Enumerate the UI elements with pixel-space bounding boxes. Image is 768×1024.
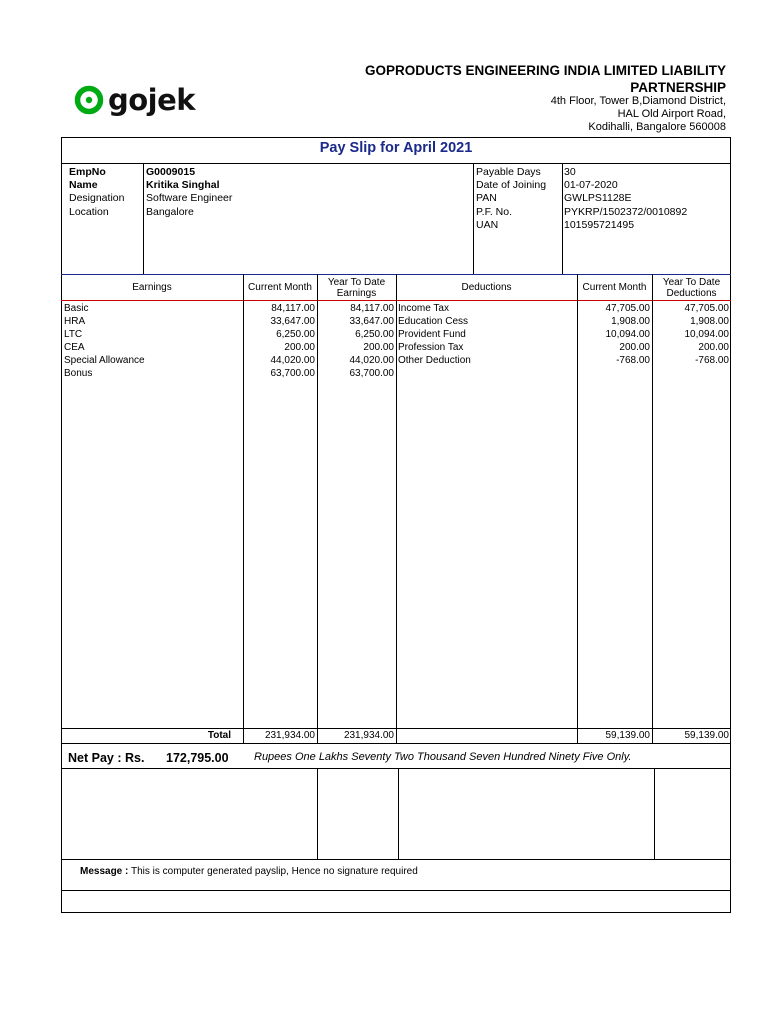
pf-value: PYKRP/1502372/0010892 — [564, 205, 688, 218]
divider — [654, 768, 655, 859]
earnings-current — [243, 302, 315, 380]
list-item: 47,705.00 — [684, 303, 729, 314]
employee-labels-right: Payable Days Date of Joining PAN P.F. No. UAN — [476, 166, 547, 231]
list-item: Special Allowance — [64, 355, 145, 366]
list-item: Provident Fund — [398, 329, 466, 340]
empno-value: G0009015 — [146, 166, 196, 178]
list-item: LTC — [64, 329, 83, 340]
divider — [61, 743, 731, 744]
list-item: 200.00 — [698, 342, 729, 353]
header-ytd-deductions: Year To Date Deductions — [662, 276, 721, 299]
list-item: 200.00 — [284, 342, 315, 353]
list-item: 33,647.00 — [349, 316, 394, 327]
list-item: Other Deduction — [398, 355, 471, 366]
divider — [473, 163, 474, 274]
message-label: Message : — [80, 866, 129, 877]
header-deductions: Deductions — [461, 282, 512, 293]
list-item: -768.00 — [695, 355, 729, 366]
net-pay-amount: 172,795.00 — [166, 751, 229, 765]
list-item: Basic — [64, 303, 89, 314]
total-earnings-ytd: 231,934.00 — [343, 730, 394, 741]
total-deductions-ytd: 59,139.00 — [684, 730, 729, 741]
logo-text: gojek — [108, 83, 196, 117]
list-item: -768.00 — [616, 355, 650, 366]
message — [80, 866, 418, 877]
deductions-ytd — [652, 302, 729, 367]
employee-labels-left: EmpNo Name Designation Location — [69, 166, 125, 218]
list-item: 6,250.00 — [276, 329, 315, 340]
list-item: 10,094.00 — [605, 329, 650, 340]
divider — [317, 768, 318, 859]
divider — [61, 859, 731, 860]
location-value: Bangalore — [146, 205, 194, 218]
list-item: 63,700.00 — [349, 368, 394, 379]
list-item: Profession Tax — [398, 342, 464, 353]
divider — [61, 163, 731, 164]
list-item: 6,250.00 — [355, 329, 394, 340]
total-label: Total — [207, 730, 231, 741]
total-earnings-current: 231,934.00 — [264, 730, 315, 741]
header-earnings: Earnings — [132, 282, 172, 293]
header-current-month: Current Month — [248, 282, 312, 293]
earnings-names — [64, 302, 240, 380]
header-current-month-ded: Current Month — [582, 282, 647, 293]
list-item: Bonus — [64, 368, 93, 379]
list-item: 84,117.00 — [271, 303, 315, 314]
list-item: HRA — [64, 316, 86, 327]
pan-value: GWLPS1128E — [564, 192, 632, 205]
divider — [562, 163, 563, 274]
list-item: Education Cess — [398, 316, 469, 327]
net-pay-words: Rupees One Lakhs Seventy Two Thousand Seven Hundred Ninety Five Only. — [254, 751, 632, 763]
list-item: 63,700.00 — [270, 368, 315, 379]
doj-value: 01-07-2020 — [564, 179, 618, 192]
divider — [61, 890, 731, 891]
list-item: Income Tax — [398, 303, 449, 314]
list-item: 200.00 — [363, 342, 394, 353]
list-item: 44,020.00 — [270, 355, 315, 366]
divider — [61, 768, 731, 769]
designation-value: Software Engineer — [146, 192, 233, 205]
list-item: 1,908.00 — [611, 316, 650, 327]
divider — [143, 163, 144, 274]
net-pay-label: Net Pay : Rs. — [68, 751, 145, 765]
header-ytd-earnings: Year To Date Earnings — [327, 276, 386, 299]
list-item: 1,908.00 — [690, 316, 729, 327]
gojek-logo-icon — [74, 85, 104, 115]
uan-value: 101595721495 — [564, 218, 635, 231]
list-item: 10,094.00 — [684, 329, 729, 340]
company-logo — [74, 82, 195, 118]
company-address: 4th Floor, Tower B,Diamond District, HAL Old Airport Road, Kodihalli, Bangalore 560008 — [550, 95, 726, 133]
payable-days-value: 30 — [564, 166, 576, 178]
earnings-ytd — [317, 302, 394, 380]
deductions-current — [577, 302, 650, 367]
company-name: GOPRODUCTS ENGINEERING INDIA LIMITED LIABILITY PARTNERSHIP — [364, 63, 726, 95]
list-item: 33,647.00 — [270, 316, 315, 327]
employee-values-left — [146, 166, 232, 219]
total-deductions-current: 59,139.00 — [605, 730, 650, 741]
divider — [396, 274, 397, 744]
divider — [398, 768, 399, 859]
name-value: Kritika Singhal — [146, 179, 220, 192]
payslip-title: Pay Slip for April 2021 — [319, 140, 473, 156]
message-text: This is computer generated payslip, Hence no signature required — [130, 866, 418, 877]
list-item: 200.00 — [619, 342, 650, 353]
list-item: 84,117.00 — [350, 303, 394, 314]
deductions-names — [398, 302, 574, 367]
list-item: CEA — [64, 342, 85, 353]
list-item: 47,705.00 — [605, 303, 650, 314]
employee-values-right — [564, 166, 687, 232]
list-item: 44,020.00 — [349, 355, 394, 366]
